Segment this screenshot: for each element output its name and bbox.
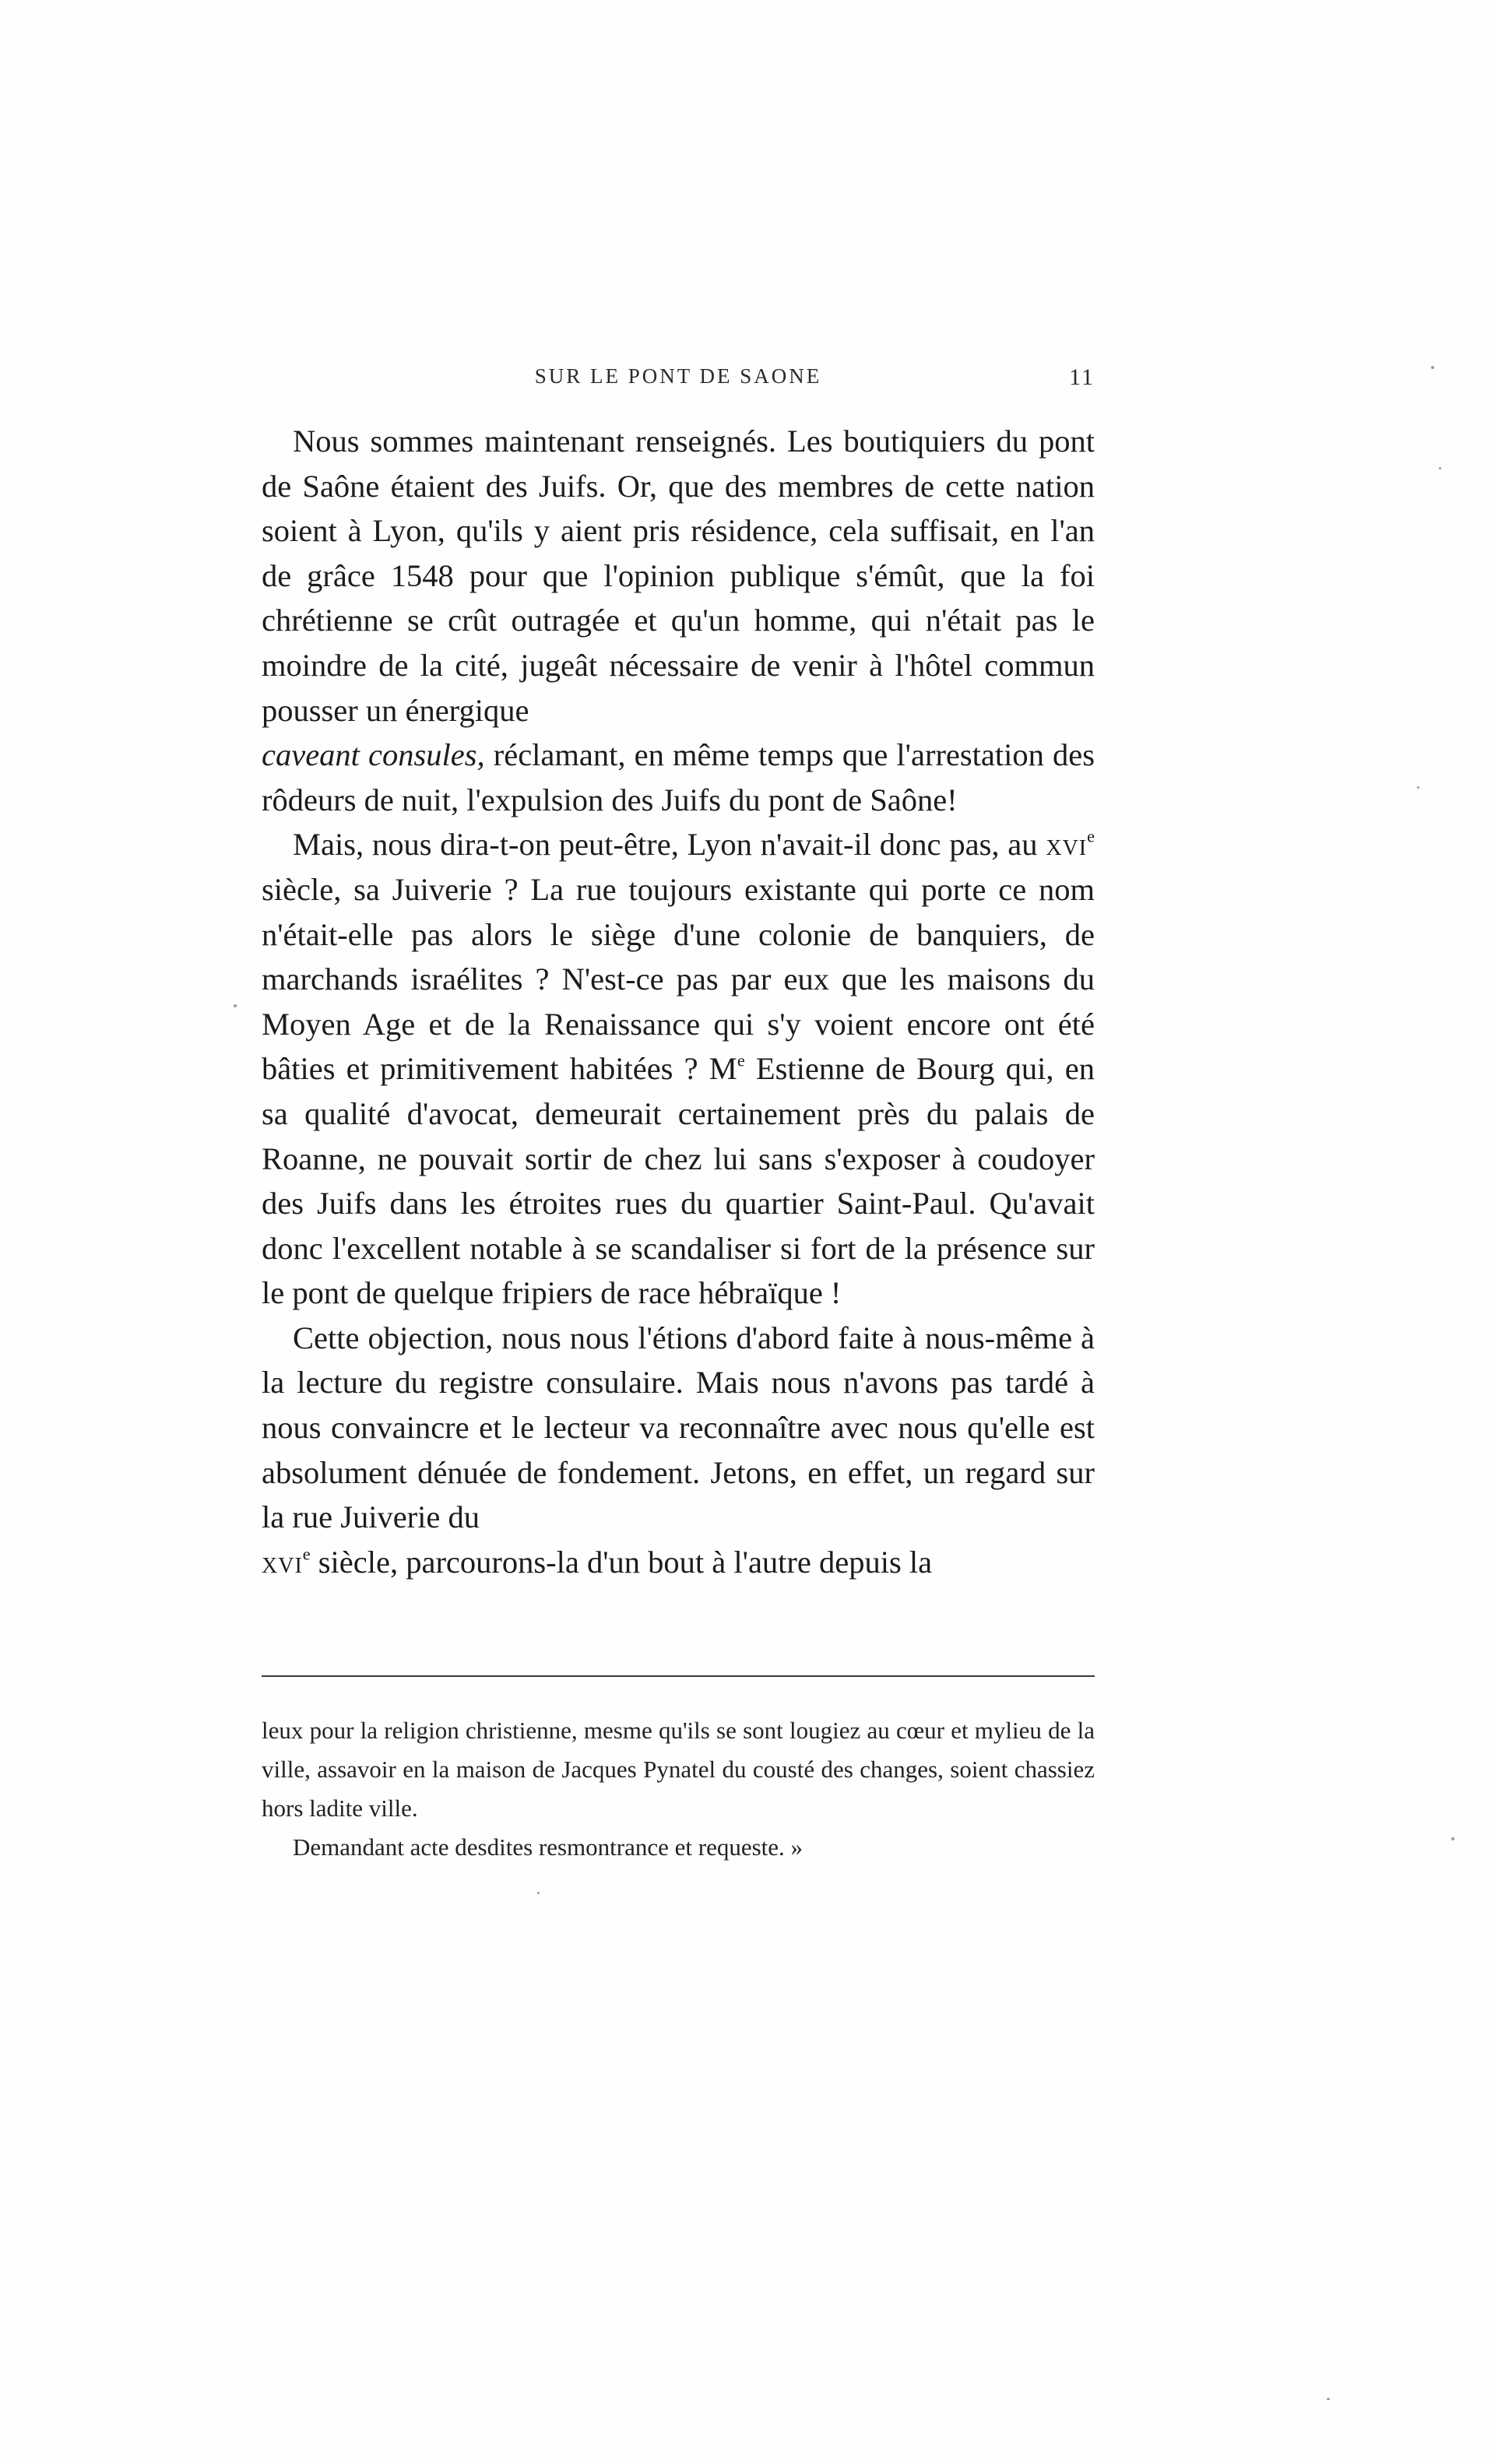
paragraph-2-part-a: Mais, nous dira-t-on peut-être, Lyon n'avait-il donc pas, au: [293, 827, 1046, 863]
paragraph-3-part-a: Cette objection, nous nous l'étions d'abord faite à nous-même à la lecture du registre consulaire. Mais nous n'avons pas tardé à nous convaincre et le lecteur va reconnaître avec nous qu'elle est absolument dénuée de fondement. Jetons, en effet, un regard sur la rue Juiverie du: [262, 1320, 1095, 1535]
century-superscript-2: e: [302, 1544, 311, 1564]
century-superscript: e: [1087, 826, 1095, 846]
italic-phrase: caveant consules,: [262, 737, 485, 773]
paper-speck: [1431, 366, 1434, 369]
paragraph-2-part-c: Estienne de Bourg qui, en sa qualité d'avocat, demeurait certainement près du palais de Roanne, ne pouvait sortir de chez lui sans s'exposer à coudoyer des Juifs dans les étroites rues du quartier Saint-Paul. Qu'avait donc l'excellent notable à se scandaliser si fort de la présence sur le pont de quelque fripiers de race hébraïque !: [262, 1051, 1095, 1311]
footnote-rule: [262, 1675, 1095, 1677]
century-numeral-2: xvi: [262, 1544, 303, 1580]
paragraph-2-part-b: siècle, sa Juiverie ? La rue toujours existante qui porte ce nom n'était-elle pas alors le siège d'une colonie de banquiers, de marchands israélites ? N'est-ce pas par eux que les maisons du Moyen Age et de la Renaissance qui s'y voient encore ont été bâties et primitivement habitées ? M: [262, 871, 1095, 1087]
running-title: SUR LE PONT DE SAONE: [534, 364, 822, 388]
paper-speck: [1327, 2398, 1330, 2400]
paper-speck: [1417, 786, 1419, 789]
paragraph-1: [262, 419, 1095, 822]
paper-speck: [234, 1004, 237, 1007]
paragraph-3-part-b: siècle, parcourons-la d'un bout à l'autre depuis la: [310, 1544, 933, 1580]
paper-speck: [1451, 1837, 1454, 1840]
century-numeral: xvi: [1046, 827, 1088, 863]
footnote-paragraph-1: leux pour la religion christienne, mesme qu'ils se sont lougiez au cœur et mylieu de la ville, assavoir en la maison de Jacques Pynatel du cousté des changes, soient chassiez hors ladite ville.: [262, 1717, 1095, 1822]
main-text: [262, 419, 1095, 1584]
title-superscript: e: [737, 1050, 745, 1070]
paper-speck: [537, 1892, 540, 1894]
paragraph-3: [262, 1316, 1095, 1585]
paragraph-2: [262, 822, 1095, 1316]
paragraph-1-text: Nous sommes maintenant renseignés. Les boutiquiers du pont de Saône étaient des Juifs. Or, que des membres de cette nation soient à Lyon, qu'ils y aient pris résidence, cela suffisait, en l'an de grâce 1548 pour que l'opinion publique s'émût, que la foi chrétienne se crût outragée et qu'un homme, qui n'était pas le moindre de la cité, jugeât nécessaire de venir à l'hôtel commun pousser un énergique: [262, 424, 1095, 728]
paper-speck: [1439, 467, 1441, 469]
paragraph-1-end: réclamant, en même temps que l'arrestation des rôdeurs de nuit, l'expulsion des Juifs du pont de Saône!: [262, 737, 1095, 817]
page-number: 11: [1069, 364, 1095, 390]
running-head: [262, 364, 1095, 395]
footnote-paragraph-2: Demandant acte desdites resmontrance et requeste. »: [293, 1833, 804, 1861]
footnote: [262, 1711, 1095, 1867]
